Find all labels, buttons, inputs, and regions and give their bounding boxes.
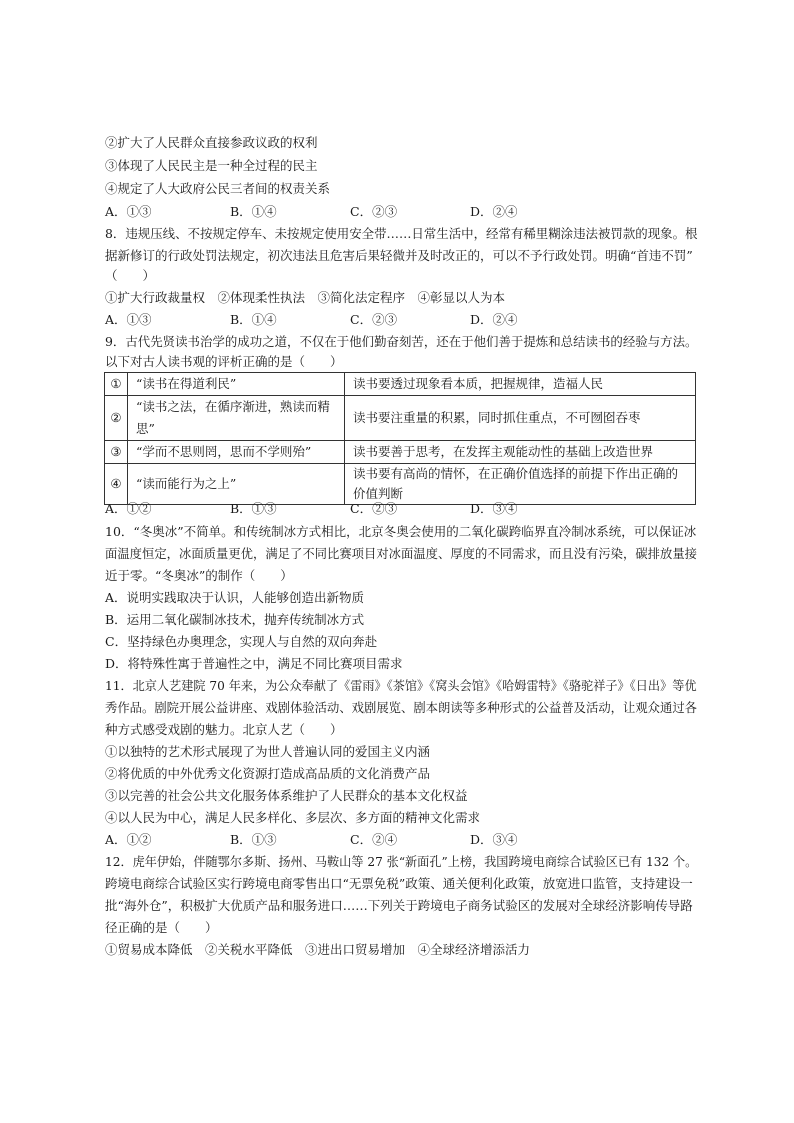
q10-option-b: B．运用二氧化碳制冰技术，抛弃传统制冰方式 — [105, 612, 365, 627]
q11-statement-3: ③以完善的社会公共文化服务体系维护了人民群众的基本文化权益 — [105, 788, 468, 803]
analysis-cell: 读书要有高尚的情怀，在正确价值选择的前提下作出正确的价值判断 — [345, 464, 696, 505]
analysis-cell: 读书要注重量的积累，同时抓住重点，不可囫囵吞枣 — [345, 396, 696, 441]
option-a: A．①② — [105, 832, 152, 847]
q11-stem-line-2: 秀作品。剧院开展公益讲座、戏剧体验活动、戏剧展览、剧本朗读等多种形式的公益普及活动，让观众通过各 — [105, 700, 698, 715]
option-a: A．①③ — [105, 312, 152, 327]
row-number: ① — [105, 373, 128, 396]
option-a: A．①② — [105, 501, 152, 516]
q10-stem-line-3: 近于零。“冬奥冰”的制作（ ） — [105, 568, 293, 583]
table-row — [105, 441, 696, 464]
option-b: B．①③ — [230, 501, 277, 516]
quote-cell: “读而能行为之上” — [128, 464, 345, 505]
q12-stem-line-1: 12．虎年伊始，伴随鄂尔多斯、扬州、马鞍山等 27 张“新面孔”上榜，我国跨境电商综合试验区已有 132 个。 — [105, 854, 698, 869]
q11-statement-1: ①以独特的艺术形式展现了为世人普遍认同的爱国主义内涵 — [105, 744, 431, 759]
table-row — [105, 396, 696, 441]
option-d: D．②④ — [470, 312, 518, 327]
q8-stem-line-2: 据新修订的行政处罚法规定，初次违法且危害后果轻微并及时改正的，可以不予行政处罚。明确“首违不罚” — [105, 248, 693, 263]
q10-stem-line-2: 面温度恒定，冰面质量更优，满足了不同比赛项目对冰面温度、厚度的不同需求，而且没有污染，碳排放量接 — [105, 546, 698, 561]
option-d: D．②④ — [470, 204, 518, 219]
prev-statement-2: ②扩大了人民群众直接参政议政的权利 — [105, 135, 318, 150]
q12-statements: ①贸易成本降低 ②关税水平降低 ③进出口贸易增加 ④全球经济增添活力 — [105, 942, 531, 957]
table-row — [105, 373, 696, 396]
row-number: ③ — [105, 441, 128, 464]
quote-cell: “学而不思则罔，思而不学则殆” — [128, 441, 345, 464]
analysis-cell: 读书要善于思考，在发挥主观能动性的基础上改造世界 — [345, 441, 696, 464]
row-number: ④ — [105, 464, 128, 505]
q11-statement-2: ②将优质的中外优秀文化资源打造成高品质的文化消费产品 — [105, 766, 431, 781]
option-d: D．③④ — [470, 501, 518, 516]
q9-stem-line-1: 9．古代先贤读书治学的成功之道，不仅在于他们勤奋刻苦，还在于他们善于提炼和总结读书的经验与方法。 — [105, 334, 698, 349]
option-c: C．②③ — [350, 312, 398, 327]
option-a: A．①③ — [105, 204, 152, 219]
analysis-cell: 读书要透过现象看本质，把握规律，造福人民 — [345, 373, 696, 396]
q10-option-d: D．将特殊性寓于普遍性之中，满足不同比赛项目需求 — [105, 656, 403, 671]
q11-stem-line-3: 种方式感受戏剧的魅力。北京人艺（ ） — [105, 722, 343, 737]
q12-stem-line-4: 径正确的是（ ） — [105, 920, 218, 935]
q11-statement-4: ④以人民为中心，满足人民多样化、多层次、多方面的精神文化需求 — [105, 810, 481, 825]
option-b: B．①③ — [230, 832, 277, 847]
q9-stem-line-2: 以下对古人读书观的评析正确的是（ ） — [105, 354, 343, 369]
quote-cell: “读书在得道利民” — [128, 373, 345, 396]
q11-stem-line-1: 11．北京人艺建院 70 年来，为公众奉献了《雷雨》《茶馆》《窝头会馆》《哈姆雷特》《骆驼祥子》《日出》等优 — [105, 678, 697, 693]
quote-cell: “读书之法，在循序渐进，熟读而精思” — [128, 396, 345, 441]
q12-stem-line-3: 批“海外仓”，积极扩大优质产品和服务进口……下列关于跨境电子商务试验区的发展对全球经济影响传导路 — [105, 898, 693, 913]
prev-statement-4: ④规定了人大政府公民三者间的权责关系 — [105, 181, 331, 196]
q12-stem-line-2: 跨境电商综合试验区实行跨境电商零售出口“无票免税”政策、通关便利化政策，放宽进口监管，支持建设一 — [105, 876, 693, 891]
option-b: B．①④ — [230, 312, 277, 327]
option-c: C．②③ — [350, 204, 398, 219]
option-d: D．③④ — [470, 832, 518, 847]
option-c: C．②④ — [350, 832, 398, 847]
row-number: ② — [105, 396, 128, 441]
q9-table — [104, 372, 696, 505]
q8-statements: ①扩大行政裁量权 ②体现柔性执法 ③简化法定程序 ④彰显以人为本 — [105, 290, 506, 305]
option-c: C．②③ — [350, 501, 398, 516]
prev-statement-3: ③体现了人民民主是一种全过程的民主 — [105, 158, 318, 173]
q10-option-a: A．说明实践取决于认识，人能够创造出新物质 — [105, 590, 365, 605]
q10-option-c: C．坚持绿色办奥理念，实现人与自然的双向奔赴 — [105, 634, 378, 649]
table-row — [105, 464, 696, 505]
q8-stem-line-3: （ ） — [105, 268, 156, 283]
option-b: B．①④ — [230, 204, 277, 219]
q10-stem-line-1: 10．“冬奥冰”不简单。和传统制冰方式相比，北京冬奥会使用的二氧化碳跨临界直冷制冰系统，可以保证冰 — [105, 524, 697, 539]
q8-stem-line-1: 8．违规压线、不按规定停车、未按规定使用安全带……日常生活中，经常有稀里糊涂违法被罚款的现象。根 — [105, 226, 698, 241]
